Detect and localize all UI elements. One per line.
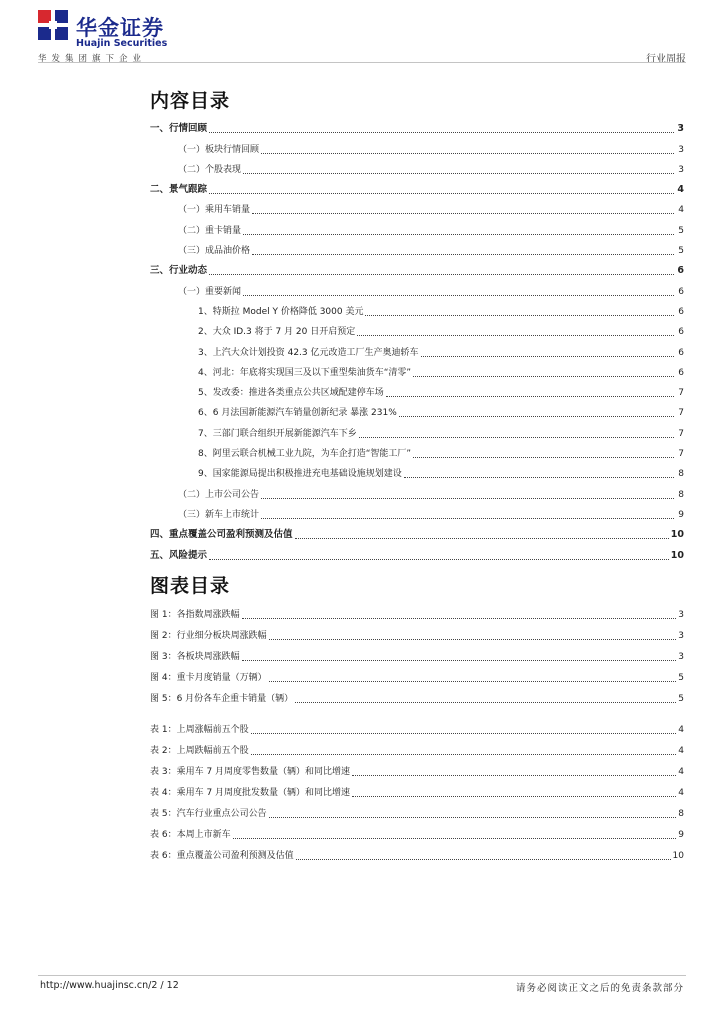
toc-entry-label: 7、三部门联合组织开展新能源汽车下乡 xyxy=(198,428,357,439)
toc-entry-label: 五、风险提示 xyxy=(150,549,208,561)
dot-leader xyxy=(413,375,674,377)
dot-leader xyxy=(399,415,674,417)
dot-leader xyxy=(365,314,674,316)
toc-entry[interactable] xyxy=(150,298,684,318)
table-list xyxy=(150,715,684,862)
toc-entry-label: 一、行情回顾 xyxy=(150,123,208,135)
dot-leader xyxy=(269,638,677,640)
dot-leader xyxy=(261,517,674,519)
header-divider xyxy=(38,62,686,63)
toc-entry-page: 7 xyxy=(678,428,684,439)
dot-leader xyxy=(269,680,677,682)
toc-entry[interactable] xyxy=(150,419,684,439)
dot-leader xyxy=(209,131,674,133)
page-header xyxy=(38,10,686,65)
toc-entry-label: 图 2：行业细分板块周涨跌幅 xyxy=(150,631,267,641)
dot-leader xyxy=(295,701,676,703)
toc-entry-page: 10 xyxy=(672,851,684,861)
toc-entry-page: 4 xyxy=(677,184,684,196)
toc-entry-page: 6 xyxy=(678,327,684,338)
dot-leader xyxy=(251,732,677,734)
toc-entry-label: （一）重要新闻 xyxy=(178,286,242,297)
dot-leader xyxy=(243,233,674,235)
toc-entry[interactable] xyxy=(150,757,684,778)
dot-leader xyxy=(209,558,669,560)
dot-leader xyxy=(404,476,674,478)
toc-entry-page: 4 xyxy=(678,788,684,798)
toc-entry-page: 6 xyxy=(678,286,684,297)
dot-leader xyxy=(243,172,674,174)
toc-entry[interactable] xyxy=(150,621,684,642)
toc-entry-page: 5 xyxy=(678,246,684,257)
toc-entry-label: 表 6：重点覆盖公司盈利预测及估值 xyxy=(150,851,294,861)
dot-leader xyxy=(252,253,674,255)
toc-entry-page: 6 xyxy=(677,265,684,277)
dot-leader xyxy=(242,659,677,661)
toc-entry-page: 3 xyxy=(678,652,684,662)
toc-entry-label: 图 4：重卡月度销量（万辆） xyxy=(150,673,267,683)
dot-leader xyxy=(296,858,671,860)
toc-title: 内容目录 xyxy=(150,90,231,112)
toc-entry-page: 10 xyxy=(670,549,684,561)
toc-entry-label: （三）新车上市统计 xyxy=(178,509,260,520)
toc-entry-label: 四、重点覆盖公司盈利预测及估值 xyxy=(150,529,293,541)
toc-entry-page: 7 xyxy=(678,449,684,460)
dot-leader xyxy=(252,212,674,214)
dot-leader xyxy=(359,436,674,438)
toc-entry-page: 6 xyxy=(678,306,684,317)
toc-entry-label: 1、特斯拉 Model Y 价格降低 3000 美元 xyxy=(198,306,364,317)
toc-entry-label: 二、景气跟踪 xyxy=(150,184,208,196)
toc-entry-label: （二）上市公司公告 xyxy=(178,489,260,500)
toc-entry-label: （二）个股表现 xyxy=(178,164,242,175)
toc-entry-label: 图 1：各指数周涨跌幅 xyxy=(150,610,240,620)
toc-entry-page: 5 xyxy=(678,673,684,683)
toc-entry[interactable] xyxy=(150,663,684,684)
toc-entry-page: 5 xyxy=(678,225,684,236)
dot-leader xyxy=(386,395,674,397)
toc-entry[interactable] xyxy=(150,715,684,736)
toc-entry-page: 6 xyxy=(678,367,684,378)
toc-entry-page: 4 xyxy=(678,725,684,735)
toc-entry[interactable] xyxy=(150,642,684,663)
toc-entry-label: 9、国家能源局提出积极推进充电基础设施规划建设 xyxy=(198,469,402,480)
toc-entry-page: 5 xyxy=(678,694,684,704)
toc-entry[interactable] xyxy=(150,736,684,757)
toc-entry[interactable] xyxy=(150,237,684,257)
dot-leader xyxy=(352,774,676,776)
report-type: 行业周报 xyxy=(646,54,686,65)
toc-entry-page: 8 xyxy=(678,489,684,500)
toc-entry-page: 9 xyxy=(678,509,684,520)
toc-entry-label: 4、河北：年底将实现国三及以下重型柴油货车“清零” xyxy=(198,367,412,378)
toc-entry-label: （三）成品油价格 xyxy=(178,246,251,257)
toc-entry-label: 8、阿里云联合机械工业九院，为车企打造“智能工厂” xyxy=(198,449,412,460)
toc-entry[interactable] xyxy=(150,460,684,480)
toc-entry-label: 表 3：乘用车 7 月周度零售数量（辆）和同比增速 xyxy=(150,767,351,777)
toc-entry-label: 6、6 月法国新能源汽车销量创新纪录 暴涨 231% xyxy=(198,408,397,419)
toc-entry-page: 9 xyxy=(678,830,684,840)
footer-divider xyxy=(38,975,686,976)
toc-entry[interactable] xyxy=(150,257,684,277)
toc-entry-label: 表 4：乘用车 7 月周度批发数量（辆）和同比增速 xyxy=(150,788,351,798)
toc-entry-page: 3 xyxy=(678,610,684,620)
toc-entry[interactable] xyxy=(150,501,684,521)
toc-entry[interactable] xyxy=(150,379,684,399)
toc-entry[interactable] xyxy=(150,799,684,820)
toc-entry-label: 3、上汽大众计划投资 42.3 亿元改造工厂生产奥迪轿车 xyxy=(198,347,419,358)
toc-entry-page: 8 xyxy=(678,469,684,480)
dot-leader xyxy=(295,537,669,539)
toc-entry-label: （二）重卡销量 xyxy=(178,225,242,236)
toc-entry[interactable] xyxy=(150,338,684,358)
dot-leader xyxy=(261,497,674,499)
toc-entry[interactable] xyxy=(150,399,684,419)
dot-leader xyxy=(352,795,676,797)
dot-leader xyxy=(421,355,675,357)
toc-entry-label: 图 5：6 月份各车企重卡销量（辆） xyxy=(150,694,294,704)
toc-entry[interactable] xyxy=(150,196,684,216)
footer-disclaimer: 请务必阅读正文之后的免责条款部分 xyxy=(515,983,684,994)
toc-entry-label: 2、大众 ID.3 将于 7 月 20 日开启预定 xyxy=(198,327,356,338)
dot-leader xyxy=(233,837,677,839)
toc-entry[interactable] xyxy=(150,541,684,561)
toc-entry[interactable] xyxy=(150,841,684,862)
toc-entry[interactable] xyxy=(150,778,684,799)
toc-entry-label: （一）乘用车销量 xyxy=(178,205,251,216)
toc-entry-page: 10 xyxy=(670,529,684,541)
toc-entry-page: 4 xyxy=(678,767,684,777)
footer-url-page[interactable]: http://www.huajinsc.cn/2 / 12 xyxy=(40,980,179,991)
toc-entry-page: 3 xyxy=(678,631,684,641)
dot-leader xyxy=(209,192,674,194)
toc-entry[interactable] xyxy=(150,115,684,135)
logo-text-en: Huajin Securities xyxy=(76,38,168,49)
toc-entry-page: 6 xyxy=(678,347,684,358)
toc-entry[interactable] xyxy=(150,216,684,236)
toc-entry[interactable] xyxy=(150,684,684,705)
toc-entry[interactable] xyxy=(150,820,684,841)
dot-leader xyxy=(269,816,677,818)
toc-list xyxy=(150,115,684,562)
dot-leader xyxy=(242,617,677,619)
figures-title: 图表目录 xyxy=(150,575,231,597)
toc-entry-page: 3 xyxy=(678,164,684,175)
toc-entry[interactable] xyxy=(150,176,684,196)
dot-leader xyxy=(209,273,674,275)
dot-leader xyxy=(251,753,677,755)
logo-text-cn: 华金证券 xyxy=(76,16,164,40)
toc-entry-label: 表 6：本周上市新车 xyxy=(150,830,231,840)
toc-entry[interactable] xyxy=(150,359,684,379)
toc-entry[interactable] xyxy=(150,600,684,621)
toc-entry-page: 4 xyxy=(678,205,684,216)
dot-leader xyxy=(413,456,674,458)
chart-list xyxy=(150,600,684,705)
dot-leader xyxy=(357,334,674,336)
toc-entry[interactable] xyxy=(150,277,684,297)
toc-entry[interactable] xyxy=(150,521,684,541)
toc-entry-page: 7 xyxy=(678,388,684,399)
toc-entry-page: 3 xyxy=(677,123,684,135)
toc-entry-page: 7 xyxy=(678,408,684,419)
dot-leader xyxy=(261,152,674,154)
toc-entry-label: 图 3：各板块周涨跌幅 xyxy=(150,652,240,662)
toc-entry-page: 8 xyxy=(678,809,684,819)
toc-entry-label: 三、行业动态 xyxy=(150,265,208,277)
toc-entry-label: 表 2：上周跌幅前五个股 xyxy=(150,746,249,756)
huajin-logo-icon xyxy=(38,10,68,40)
toc-entry-label: 表 1：上周涨幅前五个股 xyxy=(150,725,249,735)
toc-entry-label: 5、发改委：推进各类重点公共区域配建停车场 xyxy=(198,388,384,399)
toc-entry[interactable] xyxy=(150,480,684,500)
dot-leader xyxy=(243,294,674,296)
toc-entry[interactable] xyxy=(150,440,684,460)
logo-subtitle: 华发集团旗下企业 xyxy=(38,54,147,64)
toc-entry[interactable] xyxy=(150,156,684,176)
toc-entry-page: 4 xyxy=(678,746,684,756)
toc-entry-page: 3 xyxy=(678,144,684,155)
toc-entry[interactable] xyxy=(150,318,684,338)
toc-entry[interactable] xyxy=(150,135,684,155)
toc-entry-label: （一）板块行情回顾 xyxy=(178,144,260,155)
toc-entry-label: 表 5：汽车行业重点公司公告 xyxy=(150,809,267,819)
